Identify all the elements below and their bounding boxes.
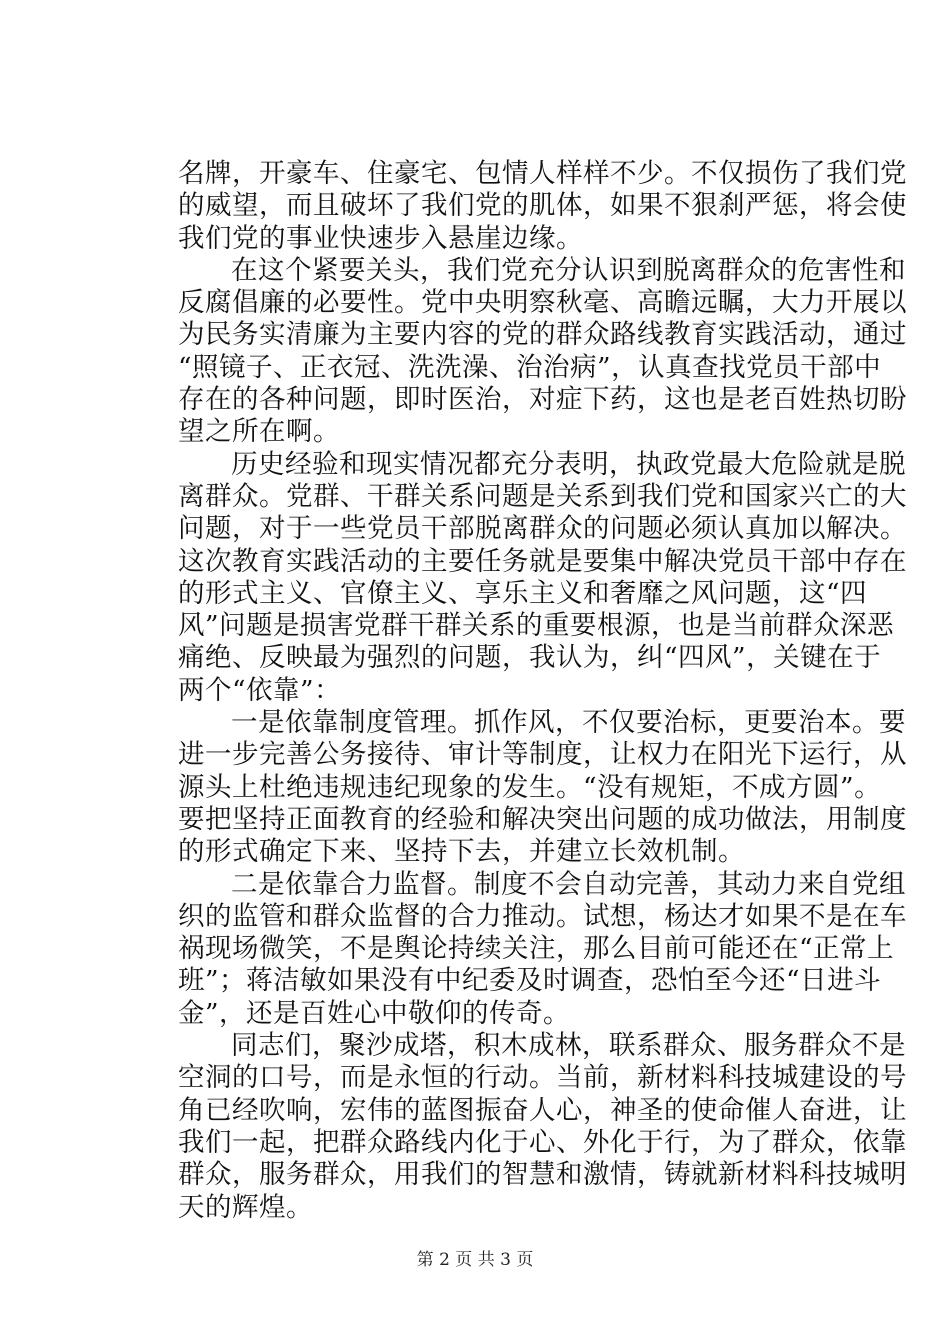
text-line: 二是依靠合力监督。制度不会自动完善，其动力来自党组 [231,868,906,900]
text-line: 空洞的口号，而是永恒的行动。当前，新材料科技城建设的号 [178,1062,907,1094]
text-line: 问题，对于一些党员干部脱离群众的问题必须认真加以解决。 [178,513,907,545]
text-line: 织的监管和群众监督的合力推动。试想，杨达才如果不是在车 [178,900,907,932]
text-line: 源头上杜绝违规违纪现象的发生。“没有规矩，不成方圆”。 [178,771,882,803]
text-line: 在这个紧要关头，我们党充分认识到脱离群众的危害性和 [231,254,906,286]
text-line: 历史经验和现实情况都充分表明，执政党最大危险就是脱 [231,448,906,480]
text-line: 的威望，而且破坏了我们党的肌体，如果不狠刹严惩，将会使 [178,190,907,222]
text-line: 为民务实清廉为主要内容的党的群众路线教育实践活动，通过 [178,319,907,351]
text-line: 存在的各种问题，即时医治，对症下药，这也是老百姓热切盼 [178,384,907,416]
text-line: “照镜子、正衣冠、洗洗澡、治治病”，认真查找党员干部中 [178,351,882,383]
text-line: 痛绝、反映最为强烈的问题，我认为，纠“四风”，关键在于 [178,642,882,674]
text-line: 风”问题是损害党群干群关系的重要根源，也是当前群众深恶 [178,610,895,642]
text-line: 金”，还是百姓心中敬仰的传奇。 [178,997,571,1029]
text-line: 天的辉煌。 [178,1191,313,1223]
text-line: 进一步完善公务接待、审计等制度，让权力在阳光下运行，从 [178,739,907,771]
text-line: 我们一起，把群众路线内化于心、外化于行，为了群众，依靠 [178,1126,907,1158]
text-line: 望之所在啊。 [178,416,340,448]
text-line: 班”；蒋洁敏如果没有中纪委及时调查，恐怕至今还“日进斗 [178,965,882,997]
text-line: 角已经吹响，宏伟的蓝图振奋人心，神圣的使命催人奋进，让 [178,1094,907,1126]
text-line: 一是依靠制度管理。抓作风，不仅要治标，更要治本。要 [231,707,906,739]
page-number: 第 2 页 共 3 页 [416,1250,534,1270]
text-line: 的形式主义、官僚主义、享乐主义和奢靡之风问题，这“四 [178,577,868,609]
text-line: 同志们，聚沙成塔，积木成林，联系群众、服务群众不是 [231,1030,906,1062]
text-line: 的形式确定下来、坚持下去，并建立长效机制。 [178,836,745,868]
text-line: 群众，服务群众，用我们的智慧和激情，铸就新材料科技城明 [178,1159,907,1191]
text-line: 两个“依靠”： [178,674,342,706]
text-line: 反腐倡廉的必要性。党中央明察秋毫、高瞻远瞩，大力开展以 [178,287,907,319]
text-line: 祸现场微笑，不是舆论持续关注，那么目前可能还在“正常上 [178,933,895,965]
text-line: 要把坚持正面教育的经验和解决突出问题的成功做法，用制度 [178,803,907,835]
text-line: 这次教育实践活动的主要任务就是要集中解决党员干部中存在 [178,545,907,577]
text-line: 我们党的事业快速步入悬崖边缘。 [178,222,583,254]
text-line: 名牌，开豪车、住豪宅、包情人样样不少。不仅损伤了我们党 [178,158,907,189]
text-line: 离群众。党群、干群关系问题是关系到我们党和国家兴亡的大 [178,480,907,512]
body-text [178,158,907,1224]
page-footer [0,1245,950,1270]
